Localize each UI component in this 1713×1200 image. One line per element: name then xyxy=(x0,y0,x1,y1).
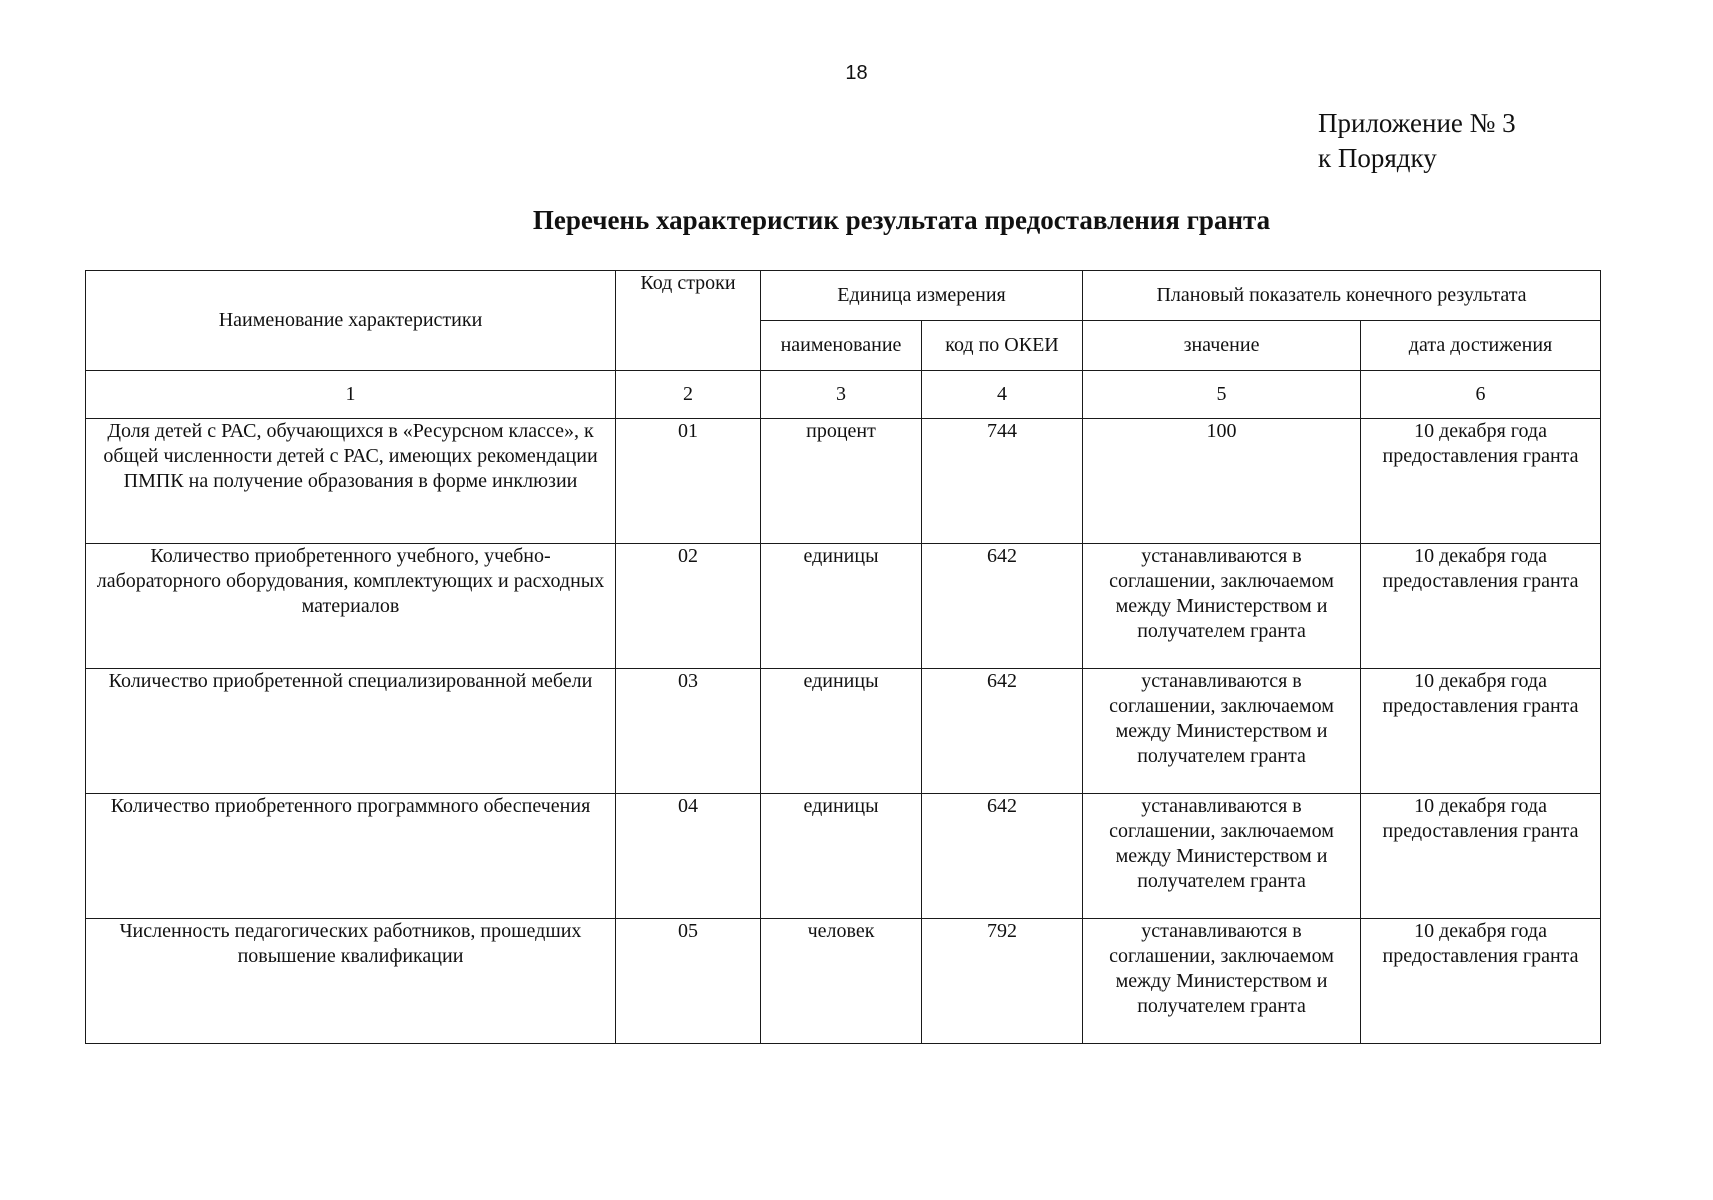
cell-date: 10 декабря года предоставления гранта xyxy=(1361,669,1601,794)
cell-code: 04 xyxy=(616,794,761,919)
appendix-line-1: Приложение № 3 xyxy=(1318,108,1516,138)
cell-unit: единицы xyxy=(761,794,922,919)
cell-name: Количество приобретенного программного обеспечения xyxy=(86,794,616,919)
header-unit: Единица измерения xyxy=(761,271,1083,321)
header-unit-name: наименование xyxy=(761,321,922,371)
appendix-line-2: к Порядку xyxy=(1318,143,1437,173)
cell-code: 03 xyxy=(616,669,761,794)
cell-okei: 642 xyxy=(922,544,1083,669)
header-row-code: Код строки xyxy=(616,271,761,371)
header-name: Наименование характеристики xyxy=(86,271,616,371)
cell-date: 10 декабря года предоставления гранта xyxy=(1361,419,1601,544)
page-number: 18 xyxy=(845,62,868,84)
cell-value: устанавливаются в соглашении, заключаемом между Министерством и получателем гранта xyxy=(1083,794,1361,919)
table-row xyxy=(86,419,1601,544)
cell-code: 01 xyxy=(616,419,761,544)
cell-name: Доля детей с РАС, обучающихся в «Ресурсном классе», к общей численности детей с РАС, имеющих рекомендации ПМПК на получение образования в форме инклюзии xyxy=(86,419,616,544)
cell-code: 05 xyxy=(616,919,761,1044)
column-number: 5 xyxy=(1083,371,1361,419)
cell-okei: 642 xyxy=(922,669,1083,794)
column-number: 6 xyxy=(1361,371,1601,419)
column-number-row xyxy=(86,371,1601,419)
cell-okei: 744 xyxy=(922,419,1083,544)
document-title: Перечень характеристик результата предоставления гранта xyxy=(532,205,1271,235)
cell-value: устанавливаются в соглашении, заключаемом между Министерством и получателем гранта xyxy=(1083,669,1361,794)
header-unit-okei: код по ОКЕИ xyxy=(922,321,1083,371)
column-number: 4 xyxy=(922,371,1083,419)
table-row xyxy=(86,544,1601,669)
column-number: 1 xyxy=(86,371,616,419)
cell-date: 10 декабря года предоставления гранта xyxy=(1361,544,1601,669)
cell-name: Количество приобретенного учебного, учебно-лабораторного оборудования, комплектующих и расходных материалов xyxy=(86,544,616,669)
table-row xyxy=(86,919,1601,1044)
cell-date: 10 декабря года предоставления гранта xyxy=(1361,794,1601,919)
cell-name: Количество приобретенной специализированной мебели xyxy=(86,669,616,794)
header-plan-value: значение xyxy=(1083,321,1361,371)
header-plan-date: дата достижения xyxy=(1361,321,1601,371)
header-row-1 xyxy=(86,271,1601,321)
cell-okei: 792 xyxy=(922,919,1083,1044)
cell-code: 02 xyxy=(616,544,761,669)
cell-unit: единицы xyxy=(761,544,922,669)
appendix-label xyxy=(1318,106,1516,176)
cell-unit: единицы xyxy=(761,669,922,794)
table-row xyxy=(86,669,1601,794)
cell-okei: 642 xyxy=(922,794,1083,919)
column-number: 2 xyxy=(616,371,761,419)
cell-date: 10 декабря года предоставления гранта xyxy=(1361,919,1601,1044)
table-row xyxy=(86,794,1601,919)
characteristics-table xyxy=(85,270,1601,1044)
cell-unit: процент xyxy=(761,419,922,544)
cell-unit: человек xyxy=(761,919,922,1044)
cell-value: устанавливаются в соглашении, заключаемом между Министерством и получателем гранта xyxy=(1083,919,1361,1044)
column-number: 3 xyxy=(761,371,922,419)
header-plan: Плановый показатель конечного результата xyxy=(1083,271,1601,321)
cell-value: устанавливаются в соглашении, заключаемом между Министерством и получателем гранта xyxy=(1083,544,1361,669)
cell-value: 100 xyxy=(1083,419,1361,544)
cell-name: Численность педагогических работников, прошедших повышение квалификации xyxy=(86,919,616,1044)
